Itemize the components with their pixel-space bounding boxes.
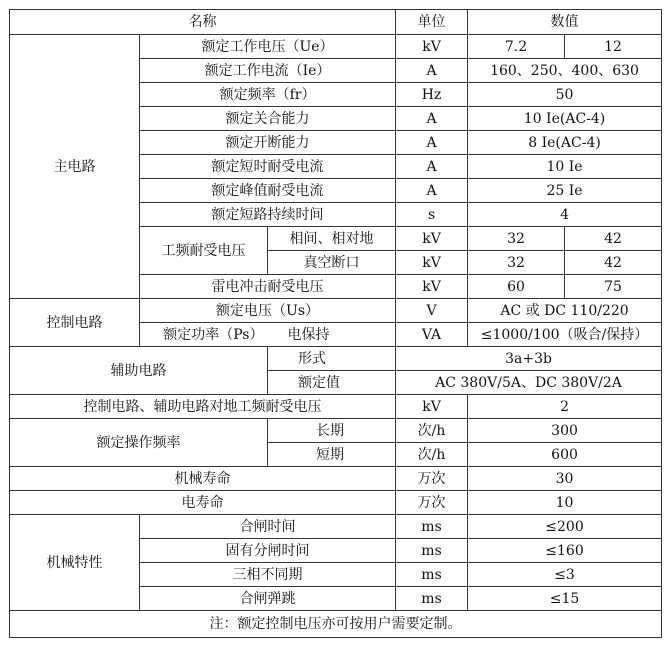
param-value: 2	[468, 395, 662, 419]
param-value-a: 60	[468, 275, 565, 299]
group-label-main-circuit: 主电路	[10, 35, 140, 299]
param-name: 三相不同期	[140, 563, 396, 587]
param-name: 形式	[268, 347, 396, 371]
param-unit: kV	[396, 227, 468, 251]
param-name: 短期	[268, 443, 396, 467]
table-row	[10, 515, 662, 539]
param-unit: ms	[396, 587, 468, 611]
param-name: 真空断口	[268, 251, 396, 275]
param-unit: kV	[396, 275, 468, 299]
header-row	[10, 10, 662, 35]
param-name: 相间、相对地	[268, 227, 396, 251]
param-value: 3a+3b	[396, 347, 662, 371]
param-unit: VA	[396, 323, 468, 347]
param-name: 额定开断能力	[140, 131, 396, 155]
table-row	[10, 491, 662, 515]
param-value-a: 32	[468, 251, 565, 275]
param-value-b: 42	[565, 251, 662, 275]
param-unit: Hz	[396, 83, 468, 107]
param-name: 电寿命	[10, 491, 396, 515]
param-name: 额定峰值耐受电流	[140, 179, 396, 203]
table-row	[10, 347, 662, 371]
param-name: 额定工作电流（Ie）	[140, 59, 396, 83]
spec-table	[9, 9, 662, 638]
param-value: 4	[468, 203, 662, 227]
param-value: AC 或 DC 110/220	[468, 299, 662, 323]
param-name: 合闸弹跳	[140, 587, 396, 611]
table-row	[10, 299, 662, 323]
param-value: 50	[468, 83, 662, 107]
param-unit: kV	[396, 395, 468, 419]
param-name: 雷电冲击耐受电压	[140, 275, 396, 299]
param-unit: V	[396, 299, 468, 323]
param-name: 合闸时间	[140, 515, 396, 539]
param-unit: ms	[396, 563, 468, 587]
group-label-control-circuit: 控制电路	[10, 299, 140, 347]
param-value: 160、250、400、630	[468, 59, 662, 83]
param-name: 机械寿命	[10, 467, 396, 491]
param-value: 30	[468, 467, 662, 491]
param-value: ≤15	[468, 587, 662, 611]
param-unit: kV	[396, 35, 468, 59]
param-name: 控制电路、辅助电路对地工频耐受电压	[10, 395, 396, 419]
header-value: 数值	[468, 10, 662, 35]
param-value: 10 Ie(AC-4)	[468, 107, 662, 131]
param-value: 10	[468, 491, 662, 515]
note-row	[10, 611, 662, 638]
param-value: AC 380V/5A、DC 380V/2A	[396, 371, 662, 395]
param-value: ≤1000/100（吸合/保持）	[468, 323, 662, 347]
param-unit: s	[396, 203, 468, 227]
table-row	[10, 419, 662, 443]
param-value-b: 75	[565, 275, 662, 299]
param-value: 25 Ie	[468, 179, 662, 203]
param-unit: 万次	[396, 467, 468, 491]
param-unit: ms	[396, 539, 468, 563]
group-label-op-freq: 额定操作频率	[10, 419, 268, 467]
param-name: 额定值	[268, 371, 396, 395]
param-value: ≤160	[468, 539, 662, 563]
group-label-mech-char: 机械特性	[10, 515, 140, 611]
spec-table-container	[9, 9, 662, 638]
param-value: 8 Ie(AC-4)	[468, 131, 662, 155]
param-unit: A	[396, 107, 468, 131]
table-row	[10, 35, 662, 59]
param-unit: A	[396, 59, 468, 83]
param-name: 额定工作电压（Ue）	[140, 35, 396, 59]
param-name: 额定关合能力	[140, 107, 396, 131]
param-name-sub: 电保持	[268, 323, 396, 347]
param-name: 固有分闸时间	[140, 539, 396, 563]
param-unit: 次/h	[396, 419, 468, 443]
header-name: 名称	[10, 10, 396, 35]
param-unit: A	[396, 179, 468, 203]
subgroup-label-power-freq: 工频耐受电压	[140, 227, 268, 275]
param-unit: 万次	[396, 491, 468, 515]
param-value-a: 7.2	[468, 35, 565, 59]
param-name: 额定短路持续时间	[140, 203, 396, 227]
param-value: ≤200	[468, 515, 662, 539]
param-name: 额定电压（Us）	[140, 299, 396, 323]
table-note: 注：额定控制电压亦可按用户需要定制。	[10, 611, 662, 638]
param-value: 10 Ie	[468, 155, 662, 179]
param-name: 额定短时耐受电流	[140, 155, 396, 179]
param-value-b: 42	[565, 227, 662, 251]
param-name: 额定功率（Ps）	[140, 323, 268, 347]
table-row	[10, 467, 662, 491]
param-unit: ms	[396, 515, 468, 539]
param-value-a: 32	[468, 227, 565, 251]
param-unit: 次/h	[396, 443, 468, 467]
header-unit: 单位	[396, 10, 468, 35]
param-unit: A	[396, 155, 468, 179]
group-label-aux-circuit: 辅助电路	[10, 347, 268, 395]
table-row	[10, 395, 662, 419]
param-name: 额定频率（fr）	[140, 83, 396, 107]
param-value: 600	[468, 443, 662, 467]
param-value-b: 12	[565, 35, 662, 59]
param-unit: A	[396, 131, 468, 155]
param-value: ≤3	[468, 563, 662, 587]
param-value: 300	[468, 419, 662, 443]
param-unit: kV	[396, 251, 468, 275]
param-name: 长期	[268, 419, 396, 443]
